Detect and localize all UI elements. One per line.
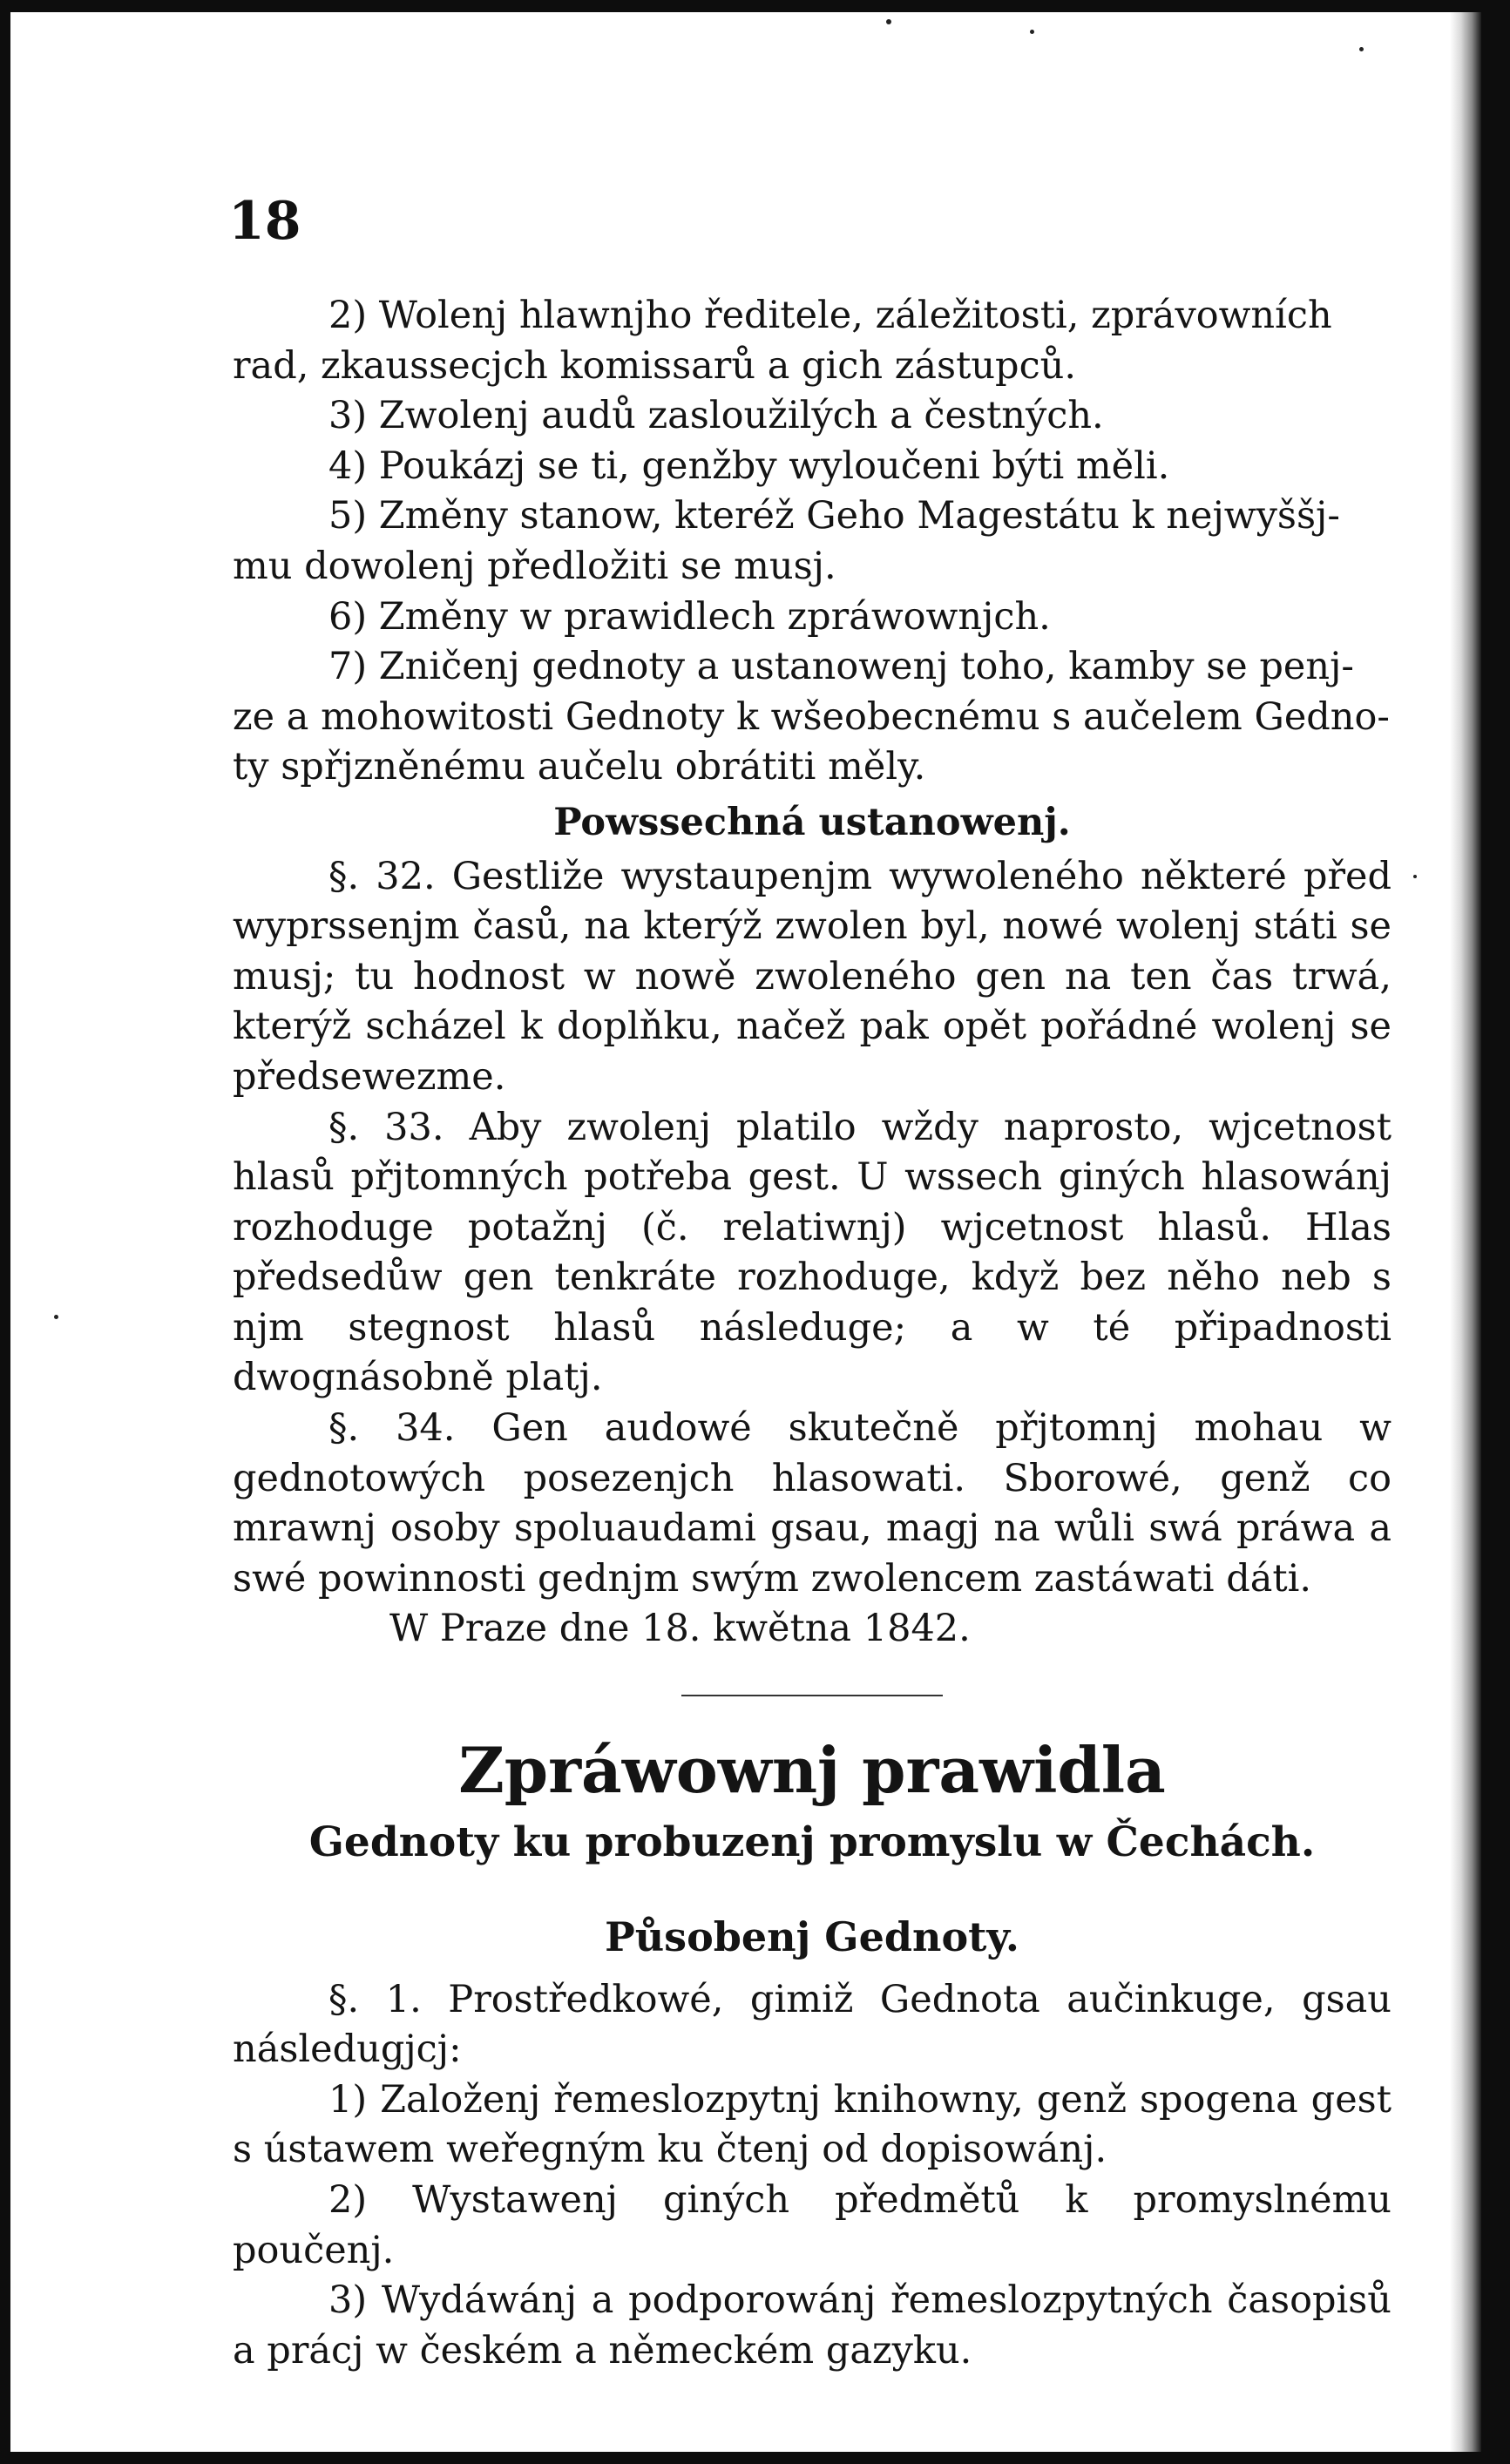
- text-line: ty spřjzněnému aučelu obrátiti měly.: [233, 745, 926, 789]
- text-line: mu dowolenj předložiti se musj.: [233, 544, 836, 588]
- paragraph-34: §. 34. Gen audowé skutečně přjtomnj mohau w gednotowých posezenjch hlasowati. Sborowé, genž co mrawnj osoby spoluaudami gsau, magj na wůli swá práwa a swé powinnosti gednjm swým zwolencem zastáwati dáti.: [233, 1406, 1392, 1601]
- list-item: 4) Poukázj se ti, genžby wyloučeni býti měli.: [328, 443, 1170, 488]
- ink-speck: [1030, 30, 1034, 34]
- list-item: 6) Změny w prawidlech zpráwownjch.: [328, 594, 1051, 639]
- section-heading: Působenj Gednoty.: [605, 1913, 1019, 1961]
- ink-speck: [886, 19, 891, 24]
- date-line: W Praze dne 18. kwětna 1842.: [389, 1607, 971, 1651]
- document-title: Zpráwownj prawidla: [458, 1733, 1166, 1808]
- document-subtitle: Gednoty ku probuzenj promyslu w Čechách.: [308, 1818, 1316, 1867]
- list-item: 2) Wolenj hlawnjho ředitele, záležitosti, zprávowních: [328, 294, 1332, 337]
- page-number: 18: [228, 191, 301, 252]
- list-item: 3) Zwolenj audů zasloužilých a čestných.: [328, 394, 1104, 438]
- paragraph-32: §. 32. Gestliže wystaupenjm wywoleného některé před wyprssenjm časů, na kterýž zwolen byl, nowé wolenj státi se musj; tu hodnost w nowě zwoleného gen na ten čas trwá, kterýž scházel k doplňku, načež pak opět pořádné wolenj se předsewezme.: [233, 854, 1392, 1099]
- ink-speck: [1413, 875, 1417, 878]
- list-item: 7) Zničenj gednoty a ustanowenj toho, kamby se penj-: [328, 645, 1354, 689]
- paragraph-1: §. 1. Prostředkowé, gimiž Gednota aučinkuge, gsau následugjcj:: [233, 1977, 1392, 2072]
- text-line: ze a mohowitosti Gednoty k wšeobecnému s aučelem Gedno-: [233, 694, 1390, 739]
- scanned-page: [10, 12, 1481, 2452]
- paragraph-33: §. 33. Aby zwolenj platilo wždy naprosto, wjcetnost hlasů přjtomných potřeba gest. U wssech giných hlasowánj rozhoduge potažnj (č. relatiwnj) wjcetnost hlasů. Hlas předsedůw gen tenkráte rozhoduge, když bez něho neb s njm stegnost hlasů následuge; a w té připadnosti dwognásobně platj.: [233, 1105, 1392, 1400]
- text-line: rad, zkaussecjch komissarů a gich zástupců.: [233, 343, 1077, 388]
- divider: [681, 1695, 943, 1696]
- list-item: 3) Wydáwánj a podporowánj řemeslozpytných časopisů a prácj w českém a německém gazyku.: [233, 2278, 1392, 2373]
- text-block: [233, 291, 1392, 2376]
- list-item: 2) Wystawenj giných předmětů k promyslnému poučenj.: [233, 2178, 1392, 2272]
- list-item: 5) Změny stanow, kteréž Geho Magestátu k nejwyššj-: [328, 494, 1340, 538]
- section-heading: Powssechná ustanowenj.: [553, 800, 1071, 844]
- ink-speck: [1359, 47, 1364, 51]
- page-spine-shadow: [1450, 12, 1481, 2452]
- ink-speck: [54, 1315, 58, 1319]
- list-item: 1) Založenj řemeslozpytnj knihowny, genž spogena gest s ústawem weřegným ku čtenj od dopisowánj.: [233, 2077, 1392, 2172]
